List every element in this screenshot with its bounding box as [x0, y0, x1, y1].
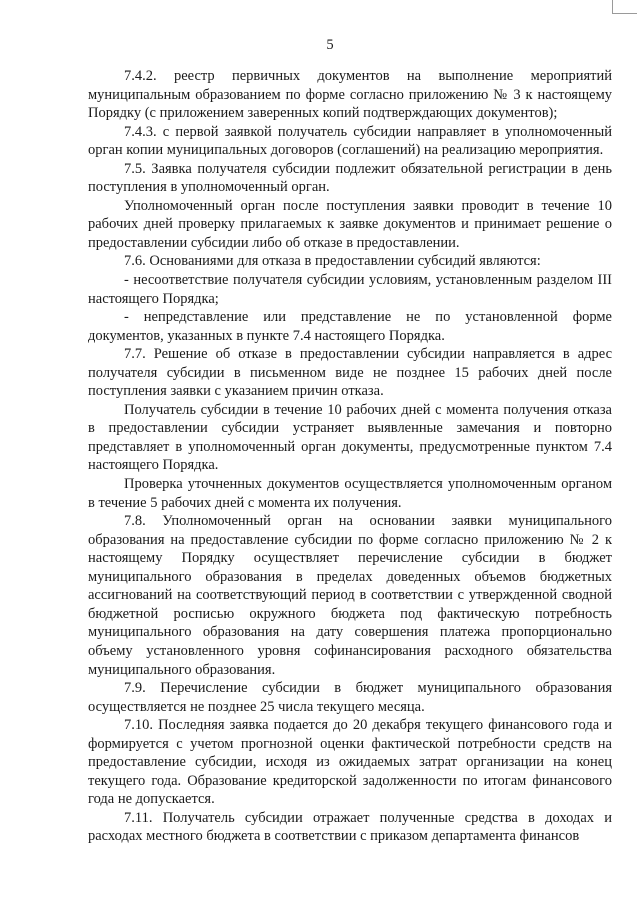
paragraph-7-4-3: 7.4.3. с первой заявкой получатель субсидии направляет в уполномоченный орган копии муниципальных договоров (соглашений) на реализацию мероприятия.: [88, 123, 612, 159]
paragraph-authority-check: Уполномоченный орган после поступления заявки проводит в течение 10 рабочих дней проверку прилагаемых к заявке документов и принимает решение о предоставлении субсидии либо об отказе в предоставлении.: [88, 197, 612, 251]
paragraph-recipient-fix: Получатель субсидии в течение 10 рабочих дней с момента получения отказа в предоставлении субсидии устраняет выявленные замечания и повторно представляет в уполномоченный орган документы, предусмотренные пунктом 7.4 настоящего Порядка.: [88, 401, 612, 474]
page-number: 5: [326, 37, 334, 53]
paragraph-7-7: 7.7. Решение об отказе в предоставлении субсидии направляется в адрес получателя субсидии в письменном виде не позднее 15 рабочих дней после поступления заявки с указанием причин отказа.: [88, 346, 612, 400]
paragraph-7-8: 7.8. Уполномоченный орган на основании заявки муниципального образования на предоставление субсидии по форме согласно приложению № 2 к настоящему Порядку осуществляет перечисление субсидии в бюджет муниципального образования в пределах доведенных объемов бюджетных ассигнований на соответствующий период в соответствии с утвержденной сводной бюджетной росписью окружного бюджета под фактическую потребность муниципального образования на дату совершения платежа пропорционально объему установленного уровня софинансирования расходного обязательства муниципального образования.: [88, 513, 612, 678]
paragraph-7-9: 7.9. Перечисление субсидии в бюджет муниципального образования осуществляется не позднее 25 числа текущего месяца.: [88, 680, 612, 715]
paragraph-7-10: 7.10. Последняя заявка подается до 20 декабря текущего финансового года и формируется с учетом прогнозной оценки фактической потребности средств на предоставление субсидии, исходя из ожидаемых затрат организации на конец текущего года. Образование кредиторской задолженности по итогам финансового года не допускается.: [88, 717, 612, 808]
scan-corner-mark: [612, 0, 637, 14]
paragraph-7-6-item-2: - непредставление или представление не по установленной форме документов, указанных в пункте 7.4 настоящего Порядка.: [88, 309, 612, 344]
paragraph-7-5: 7.5. Заявка получателя субсидии подлежит обязательной регистрации в день поступления в уполномоченный орган.: [88, 160, 612, 196]
document-body: [88, 67, 612, 846]
paragraph-recheck: Проверка уточненных документов осуществляется уполномоченным органом в течение 5 рабочих дней с момента их получения.: [88, 476, 612, 511]
paragraph-7-4-2: 7.4.2. реестр первичных документов на выполнение мероприятий муниципальным образованием по форме согласно приложению № 3 к настоящему Порядку (с приложением заверенных копий подтверждающих документов);: [88, 68, 612, 122]
paragraph-7-6-item-1: - несоответствие получателя субсидии условиям, установленным разделом III настоящего Порядка;: [88, 272, 612, 307]
paragraph-7-6: 7.6. Основаниями для отказа в предоставлении субсидий являются:: [124, 253, 541, 270]
paragraph-7-11: 7.11. Получатель субсидии отражает полученные средства в доходах и расходах местного бюджета в соответствии с приказом департамента финансов: [88, 809, 612, 845]
